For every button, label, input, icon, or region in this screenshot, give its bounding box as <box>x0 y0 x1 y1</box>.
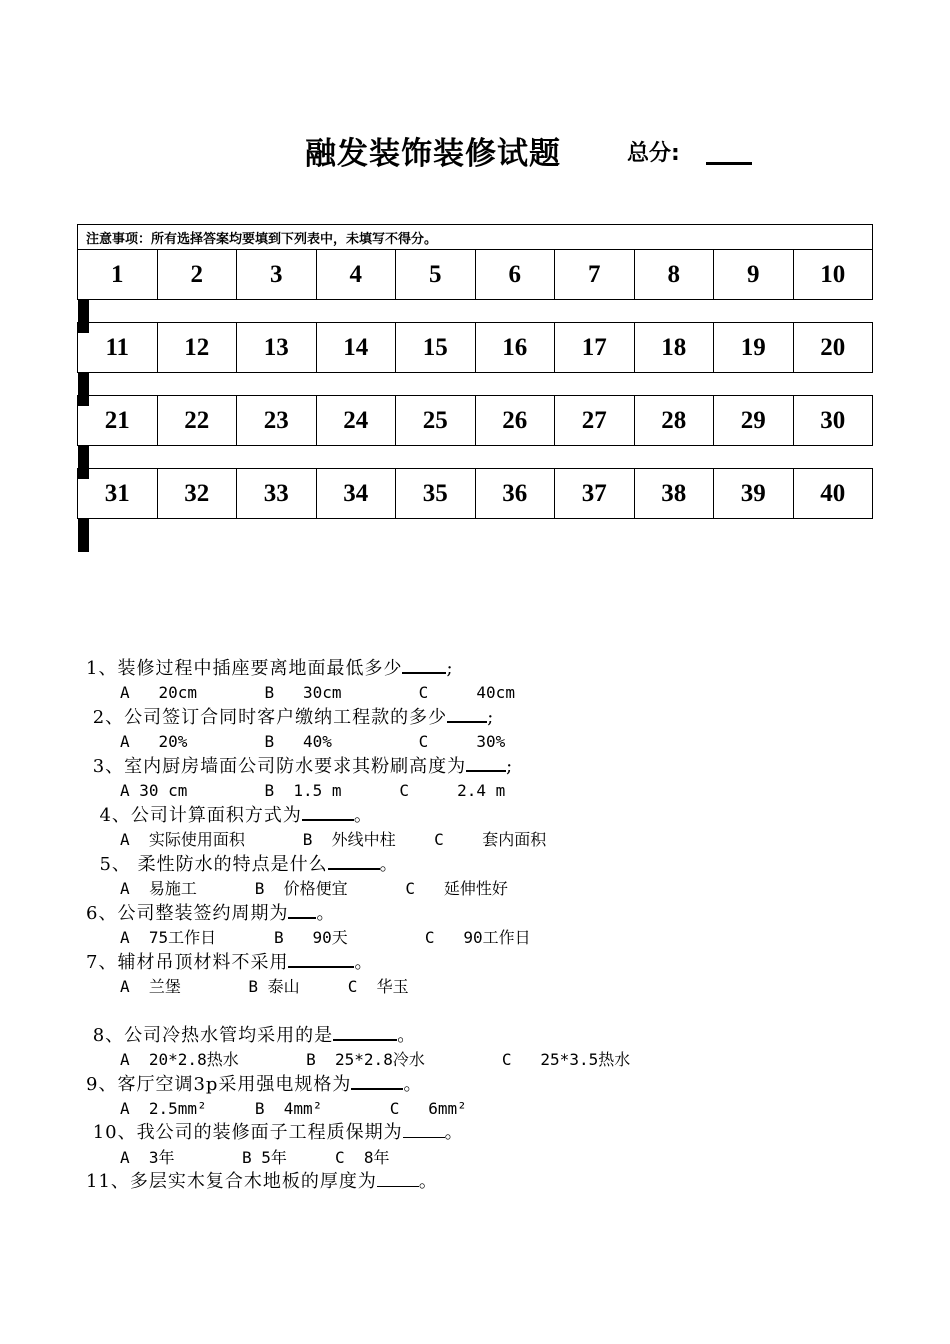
answer-row <box>78 300 89 318</box>
answer-blank[interactable] <box>302 803 354 821</box>
question-number: 27 <box>555 396 635 446</box>
question-number: 9 <box>714 250 794 300</box>
total-score-label: 总分: <box>627 141 680 166</box>
question-11 <box>86 1170 906 1195</box>
header <box>0 128 950 172</box>
question-number: 14 <box>316 323 396 373</box>
question-number: 6 <box>475 250 555 300</box>
question-number: 7 <box>555 250 635 300</box>
answer-sheet-table <box>77 224 873 541</box>
question-end: ; <box>506 756 514 777</box>
number-row <box>78 396 873 446</box>
question-text: 4、公司计算面积方式为 <box>86 805 302 826</box>
answer-row <box>78 373 89 391</box>
answer-blank[interactable] <box>403 1121 445 1138</box>
question-8 <box>86 1023 906 1048</box>
number-row <box>78 250 873 300</box>
answer-row <box>78 446 89 464</box>
question-number: 5 <box>396 250 476 300</box>
question-number: 28 <box>634 396 714 446</box>
answer-row <box>78 519 89 537</box>
number-row <box>78 323 873 373</box>
question-options: A 20% B 40% C 30% <box>120 731 506 751</box>
question-number: 32 <box>157 469 237 519</box>
question-text: 9、客厅空调3p采用强电规格为 <box>86 1074 352 1095</box>
question-options: A 75工作日 B 90天 C 90工作日 <box>120 927 531 947</box>
question-number: 19 <box>714 323 794 373</box>
question-number: 24 <box>316 396 396 446</box>
question-end: 。 <box>379 854 399 875</box>
question-options: A 20*2.8热水 B 25*2.8冷水 C 25*3.5热水 <box>120 1049 631 1069</box>
question-text: 1、装修过程中插座要离地面最低多少 <box>86 658 403 679</box>
question-end: ; <box>446 658 454 679</box>
question-number: 30 <box>793 396 873 446</box>
question-number: 15 <box>396 323 476 373</box>
question-text: 2、公司签订合同时客户缴纳工程款的多少 <box>86 707 448 728</box>
question-options: A 2.5mm² B 4mm² C 6mm² <box>120 1098 467 1118</box>
question-end: 。 <box>444 1122 464 1143</box>
question-number: 37 <box>555 469 635 519</box>
question-options: A 3年 B 5年 C 8年 <box>120 1147 390 1167</box>
answer-blank[interactable] <box>333 1023 397 1041</box>
question-text: 5、 柔性防水的特点是什么 <box>86 854 328 875</box>
question-number: 16 <box>475 323 555 373</box>
question-number: 33 <box>237 469 317 519</box>
spacer <box>86 999 906 1023</box>
question-options: A 实际使用面积 B 外线中柱 C 套内面积 <box>120 829 547 849</box>
question-2 <box>86 705 906 730</box>
question-9 <box>86 1072 906 1097</box>
question-number: 8 <box>634 250 714 300</box>
question-number: 11 <box>78 323 158 373</box>
question-list <box>86 656 906 1195</box>
question-number: 40 <box>793 469 873 519</box>
question-options: A 30 cm B 1.5 m C 2.4 m <box>120 780 506 800</box>
question-5 <box>86 852 906 877</box>
question-end: 。 <box>354 952 374 973</box>
answer-blank[interactable] <box>402 656 446 674</box>
answer-cell[interactable] <box>87 301 88 333</box>
question-end: 。 <box>353 805 373 826</box>
question-number: 21 <box>78 396 158 446</box>
question-number: 26 <box>475 396 555 446</box>
question-number: 31 <box>78 469 158 519</box>
question-number: 23 <box>237 396 317 446</box>
question-10 <box>86 1121 906 1146</box>
answer-blank[interactable] <box>288 950 354 968</box>
question-number: 20 <box>793 323 873 373</box>
question-number: 3 <box>237 250 317 300</box>
answer-blank[interactable] <box>447 705 487 723</box>
question-end: 。 <box>403 1074 423 1095</box>
answer-blank[interactable] <box>328 852 380 870</box>
question-number: 18 <box>634 323 714 373</box>
question-text: 11、多层实木复合木地板的厚度为 <box>86 1171 377 1192</box>
question-number: 13 <box>237 323 317 373</box>
answer-cell[interactable] <box>87 447 88 479</box>
question-number: 2 <box>157 250 237 300</box>
question-end: 。 <box>418 1171 438 1192</box>
question-number: 10 <box>793 250 873 300</box>
question-number: 17 <box>555 323 635 373</box>
total-score-blank[interactable] <box>706 162 752 165</box>
question-number: 39 <box>714 469 794 519</box>
question-text: 10、我公司的装修面子工程质保期为 <box>86 1122 403 1143</box>
question-7 <box>86 950 906 975</box>
question-number: 4 <box>316 250 396 300</box>
question-4 <box>86 803 906 828</box>
answer-blank[interactable] <box>377 1170 419 1187</box>
question-number: 1 <box>78 250 158 300</box>
answer-blank[interactable] <box>288 901 316 919</box>
question-text: 8、公司冷热水管均采用的是 <box>86 1025 334 1046</box>
question-number: 25 <box>396 396 476 446</box>
page-title: 融发装饰装修试题 <box>305 136 561 172</box>
question-number: 29 <box>714 396 794 446</box>
question-text: 7、辅材吊顶材料不采用 <box>86 952 289 973</box>
question-end: 。 <box>316 903 336 924</box>
number-row <box>78 469 873 519</box>
question-options: A 20cm B 30cm C 40cm <box>120 682 515 702</box>
question-number: 12 <box>157 323 237 373</box>
question-6 <box>86 901 906 926</box>
question-text: 6、公司整装签约周期为 <box>86 903 289 924</box>
question-number: 36 <box>475 469 555 519</box>
question-end: ; <box>487 707 495 728</box>
answer-cell[interactable] <box>87 520 88 552</box>
question-options: A 兰堡 B 泰山 C 华玉 <box>120 976 409 996</box>
question-1 <box>86 656 906 681</box>
question-3 <box>86 754 906 779</box>
question-number: 34 <box>316 469 396 519</box>
question-text: 3、室内厨房墙面公司防水要求其粉刷高度为 <box>86 756 467 777</box>
question-number: 35 <box>396 469 476 519</box>
answer-blank[interactable] <box>351 1072 403 1090</box>
question-options: A 易施工 B 价格便宜 C 延伸性好 <box>120 878 508 898</box>
question-number: 22 <box>157 396 237 446</box>
answer-cell[interactable] <box>87 374 88 406</box>
answer-blank[interactable] <box>466 754 506 772</box>
question-number: 38 <box>634 469 714 519</box>
question-end: 。 <box>397 1025 417 1046</box>
notice-text: 注意事项：所有选择答案均要填到下列表中，未填写不得分。 <box>78 225 873 250</box>
